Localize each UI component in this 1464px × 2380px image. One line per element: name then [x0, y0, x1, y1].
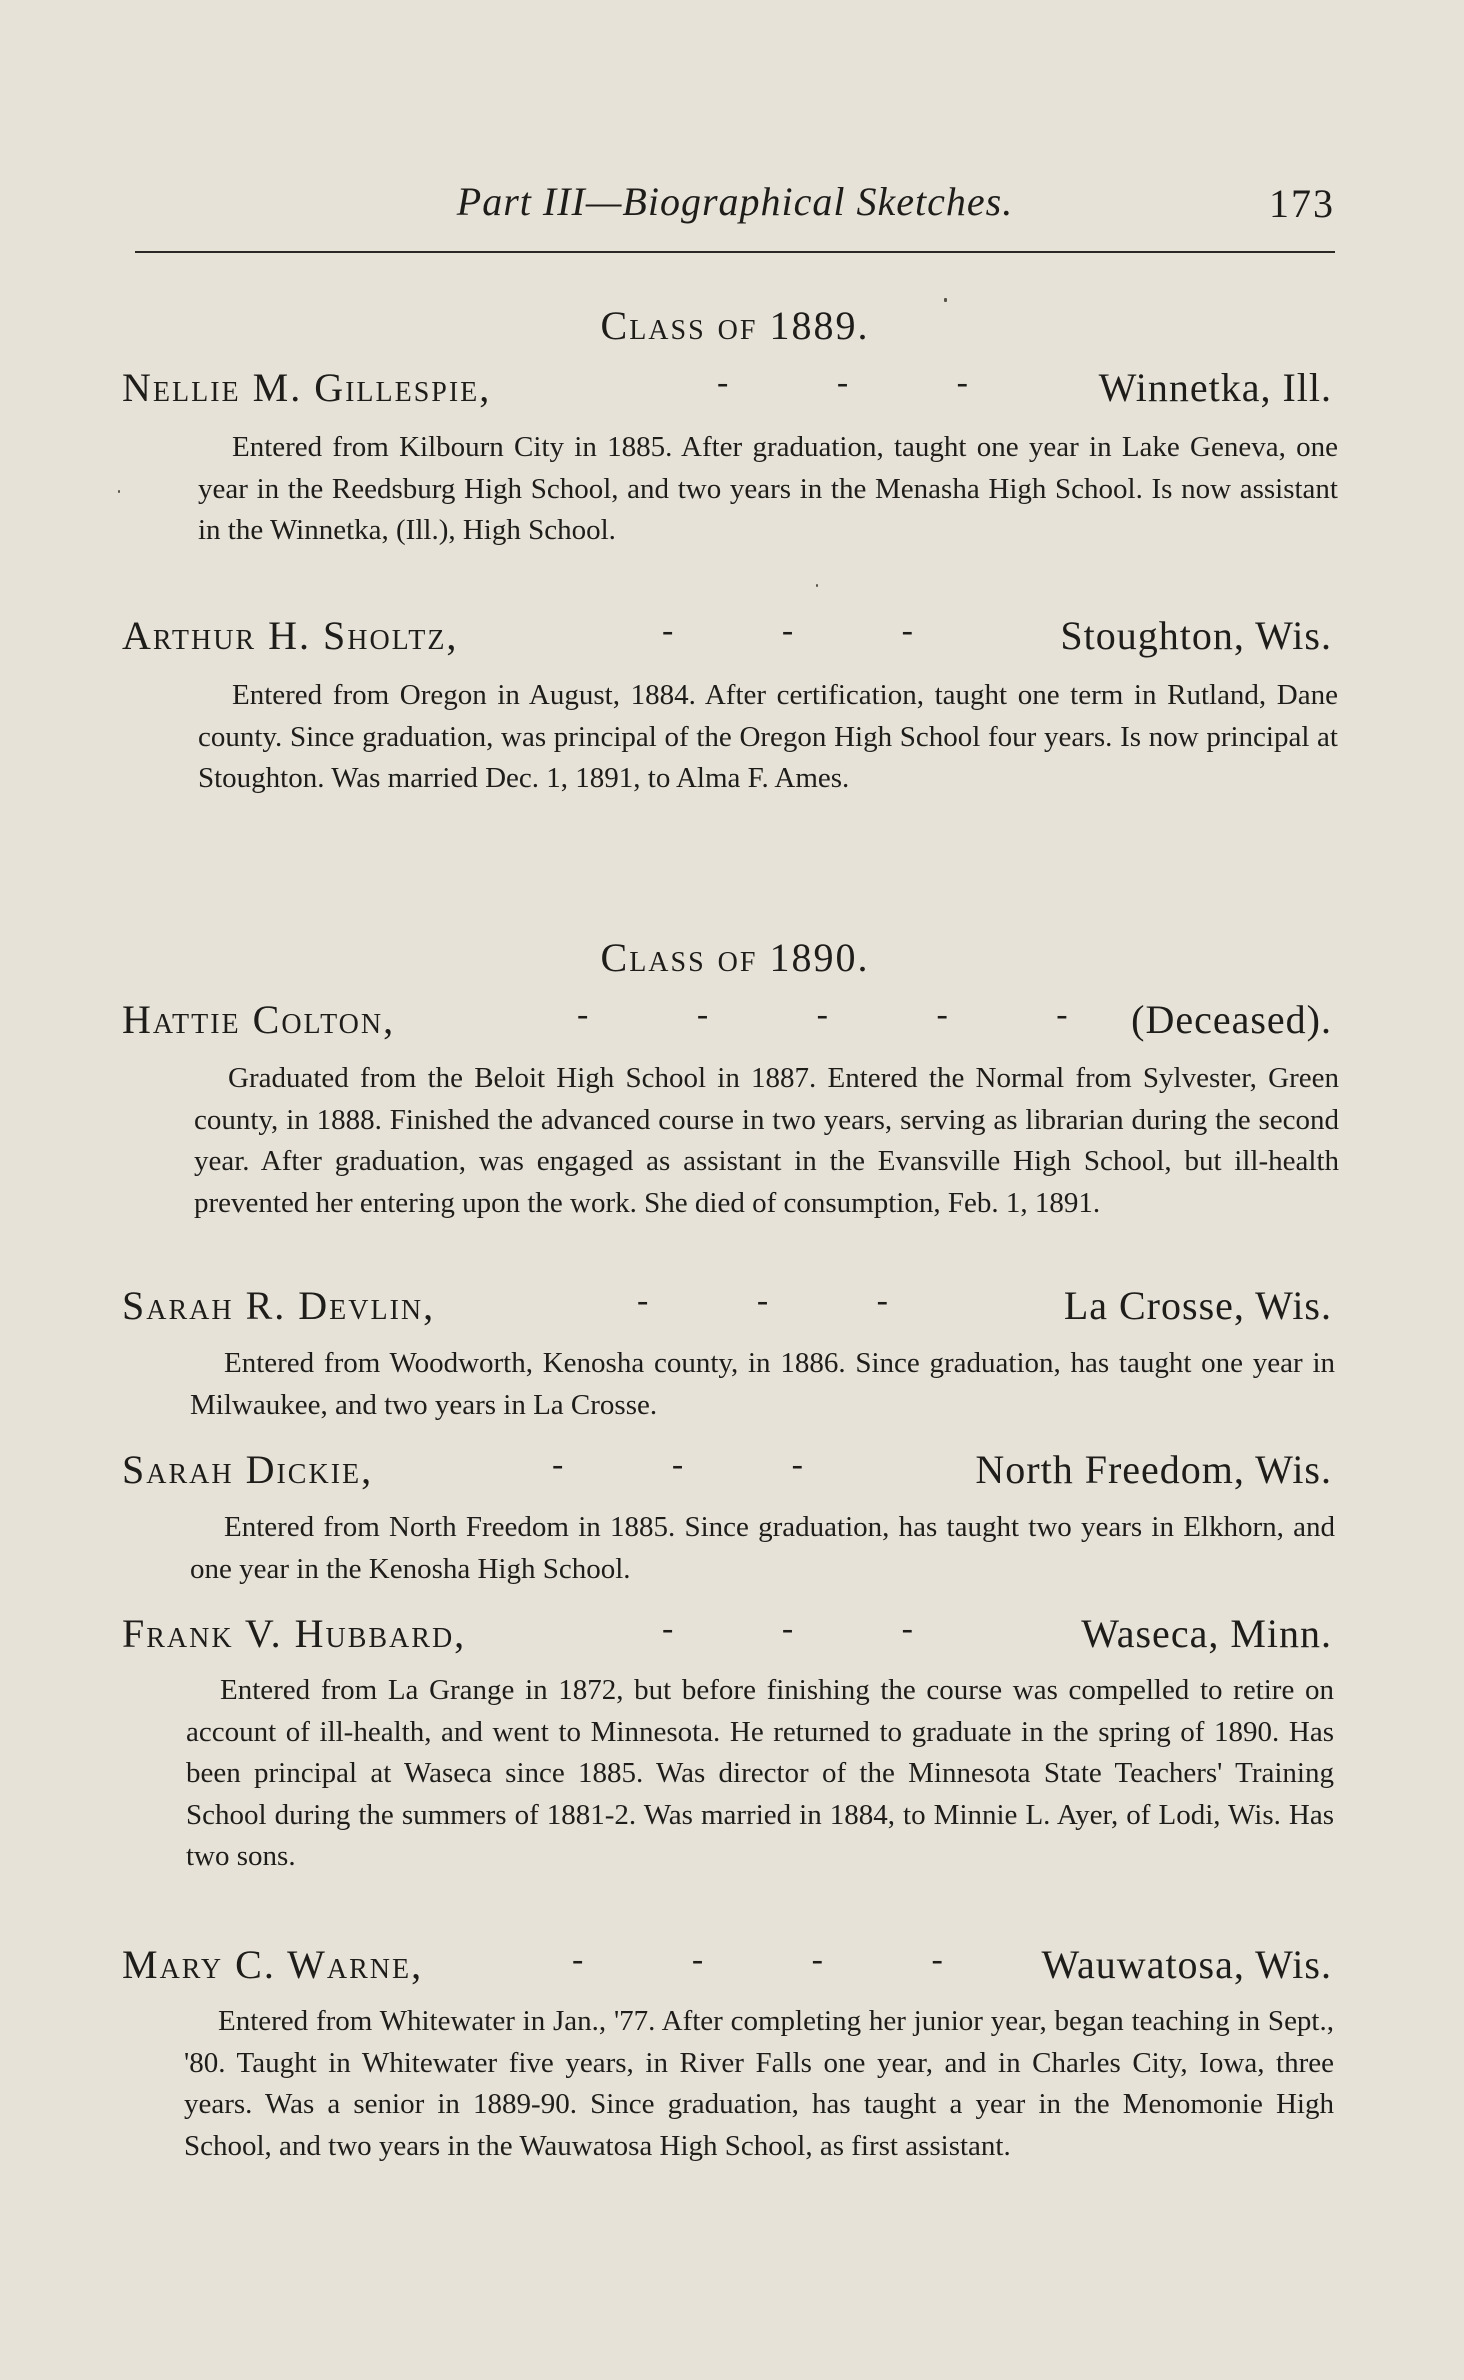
entry-name: Nellie M. Gillespie,: [122, 365, 492, 410]
entry-dashes: - - - - -: [577, 996, 1118, 1033]
entry-dashes: - - -: [717, 364, 1018, 401]
entry-place: Waseca, Minn.: [1081, 1611, 1332, 1656]
running-title: Part III—Biographical Sketches.: [456, 179, 1014, 224]
entry-place: La Crosse, Wis.: [1063, 1283, 1332, 1328]
header-rule: [135, 251, 1335, 253]
entry-dashes: - - -: [637, 1282, 938, 1319]
print-speck: [944, 298, 947, 302]
entry-text: Entered from Whitewater in Jan., '77. After completing her junior year, began teaching in Sept., '80. Taught in Whitewater five years, in River Falls one year, and in Charles City, Iowa, three years. Was a senior in 1889-90. Since graduation, has taught a year in the Menomonie High School, and two years in the Wauwatosa High School, as first assistant.: [184, 2005, 1334, 2162]
entry-dashes: - - - -: [572, 1941, 993, 1978]
page-number: 173: [1269, 181, 1335, 226]
entry-dashes: - - -: [662, 612, 963, 649]
entry-heading: [122, 1446, 1332, 1496]
entry-name: Hattie Colton,: [122, 997, 396, 1042]
entry-text: Entered from North Freedom in 1885. Since graduation, has taught two years in Elkhorn, and one year in the Kenosha High School.: [190, 1511, 1335, 1585]
entry-place: Winnetka, Ill.: [1098, 365, 1332, 410]
entry-heading: [122, 1282, 1332, 1332]
entry-name: Sarah R. Devlin,: [122, 1283, 436, 1328]
running-head: [135, 178, 1335, 234]
entry-heading: [122, 1941, 1332, 1991]
class-heading-1890: Class of 1890.: [600, 935, 870, 980]
entry-heading: [122, 1610, 1332, 1660]
entry-text: Graduated from the Beloit High School in 1887. Entered the Normal from Sylvester, Green county, in 1888. Finished the advanced course in two years, serving as librarian during the second year. After graduation, was engaged as assistant in the Evansville High School, but ill-health prevented her entering upon the work. She died of consumption, Feb. 1, 1891.: [194, 1062, 1339, 1219]
entry-name: Frank V. Hubbard,: [122, 1611, 467, 1656]
entry-place: Stoughton, Wis.: [1060, 613, 1332, 658]
entry-place: Wauwatosa, Wis.: [1041, 1942, 1332, 1987]
entry-name: Arthur H. Sholtz,: [122, 613, 459, 658]
entry-dashes: - - -: [552, 1446, 853, 1483]
entry-text: Entered from La Grange in 1872, but before finishing the course was compelled to retire on account of ill-health, and went to Minnesota. He returned to graduate in the spring of 1890. Has been principal at Waseca since 1885. Was director of the Minnesota State Teachers' Training School during the summers of 1881-2. Was married in 1884, to Minnie L. Ayer, of Lodi, Wis. Has two sons.: [186, 1674, 1334, 1872]
entry-text: Entered from Woodworth, Kenosha county, in 1886. Since graduation, has taught one year in Milwaukee, and two years in La Crosse.: [190, 1347, 1335, 1421]
entry-place: (Deceased).: [1131, 997, 1332, 1042]
entry-heading: [122, 996, 1332, 1046]
entry-heading: [122, 364, 1332, 414]
entry-name: Sarah Dickie,: [122, 1447, 374, 1492]
print-speck: [816, 584, 818, 587]
entry-heading: [122, 612, 1332, 662]
entry-dashes: - - -: [662, 1610, 963, 1647]
entry-place: North Freedom, Wis.: [975, 1447, 1332, 1492]
print-speck: [118, 490, 120, 493]
entry-text: Entered from Kilbourn City in 1885. After graduation, taught one year in Lake Geneva, one year in the Reedsburg High School, and two years in the Menasha High School. Is now assistant in the Winnetka, (Ill.), High School.: [198, 431, 1338, 546]
class-heading-1889: Class of 1889.: [600, 303, 870, 348]
entry-text: Entered from Oregon in August, 1884. After certification, taught one term in Rutland, Dane county. Since graduation, was principal of the Oregon High School four years. Is now principal at Stoughton. Was married Dec. 1, 1891, to Alma F. Ames.: [198, 679, 1338, 794]
entry-name: Mary C. Warne,: [122, 1942, 424, 1987]
